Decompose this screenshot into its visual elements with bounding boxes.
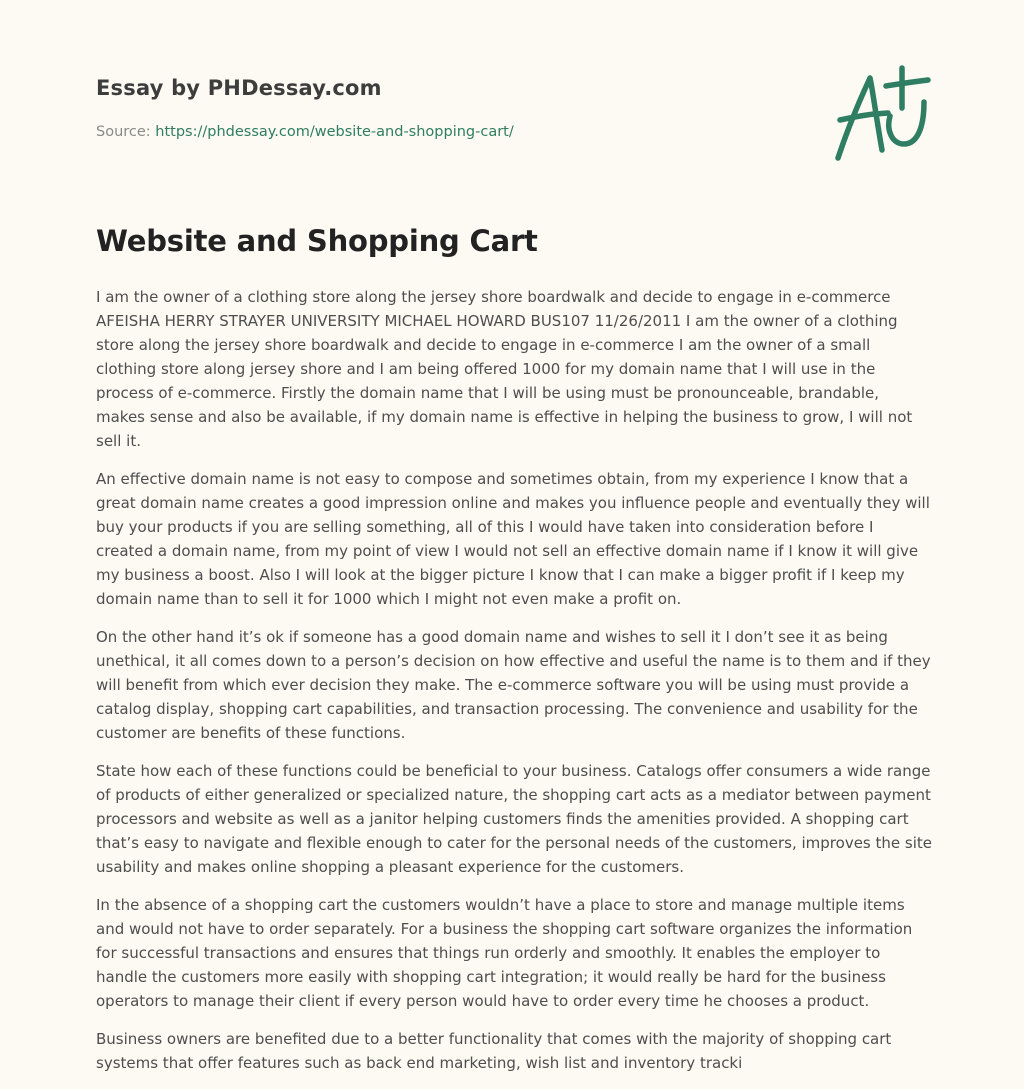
essay-body: [96, 285, 932, 1089]
site-brand: Essay by PHDessay.com: [96, 76, 382, 100]
source-link[interactable]: https://phdessay.com/website-and-shopping-cart/: [155, 124, 514, 140]
essay-paragraph: In the absence of a shopping cart the customers wouldn’t have a place to store and manage multiple items and would not have to order separately. For a business the shopping cart software organizes the information for successful transactions and ensures that things run orderly and smoothly. It enables the employer to handle the customers more easily with shopping cart integration; it would really be hard for the business operators to manage their client if every person would have to order every time he chooses a product.: [96, 896, 913, 1010]
essay-page: [96, 0, 932, 1076]
source-line: [96, 124, 514, 140]
essay-paragraph: Business owners are benefited due to a better functionality that comes with the majority of shopping cart systems that offer features such as back end marketing, wish list and inventory tracki: [96, 1030, 892, 1072]
essay-paragraph: State how each of these functions could be beneficial to your business. Catalogs offer consumers a wide range of products of either generalized or specialized nature, the shopping cart acts as a mediator between payment processors and website as well as a janitor helping customers finds the amenities provided. A shopping cart that’s easy to navigate and flexible enough to cater for the personal needs of the customers, improves the site usability and makes online shopping a pleasant experience for the customers.: [96, 762, 932, 876]
essay-paragraph: An effective domain name is not easy to compose and sometimes obtain, from my experience I know that a great domain name creates a good impression online and makes you influence people and eventually they will buy your products if you are selling something, all of this I would have taken into consideration before I created a domain name, from my point of view I would not sell an effective domain name if I know it will give my business a boost. Also I will look at the bigger picture I know that I can make a bigger profit if I keep my domain name than to sell it for 1000 which I might not even make a profit on.: [96, 470, 930, 608]
a-plus-logo-icon: [832, 64, 932, 166]
essay-paragraph: I am the owner of a clothing store along the jersey shore boardwalk and decide to engage in e-commerce AFEISHA HERRY STRAYER UNIVERSITY MICHAEL HOWARD BUS107 11/26/2011 I am the owner of a clothing store along the jersey shore boardwalk and decide to engage in e-commerce I am the owner of a small clothing store along jersey shore and I am being offered 1000 for my domain name that I will use in the process of e-commerce. Firstly the domain name that I will be using must be pronounceable, brandable, makes sense and also be available, if my domain name is effective in helping the business to grow, I will not sell it.: [96, 288, 913, 450]
essay-title: Website and Shopping Cart: [96, 224, 538, 258]
essay-paragraph: On the other hand it’s ok if someone has a good domain name and wishes to sell it I don’t see it as being unethical, it all comes down to a person’s decision on how effective and useful the name is to them and if they will benefit from which ever decision they make. The e-commerce software you will be using must provide a catalog display, shopping cart capabilities, and transaction processing. The convenience and usability for the customer are benefits of these functions.: [96, 628, 931, 742]
source-label: Source:: [96, 124, 156, 140]
